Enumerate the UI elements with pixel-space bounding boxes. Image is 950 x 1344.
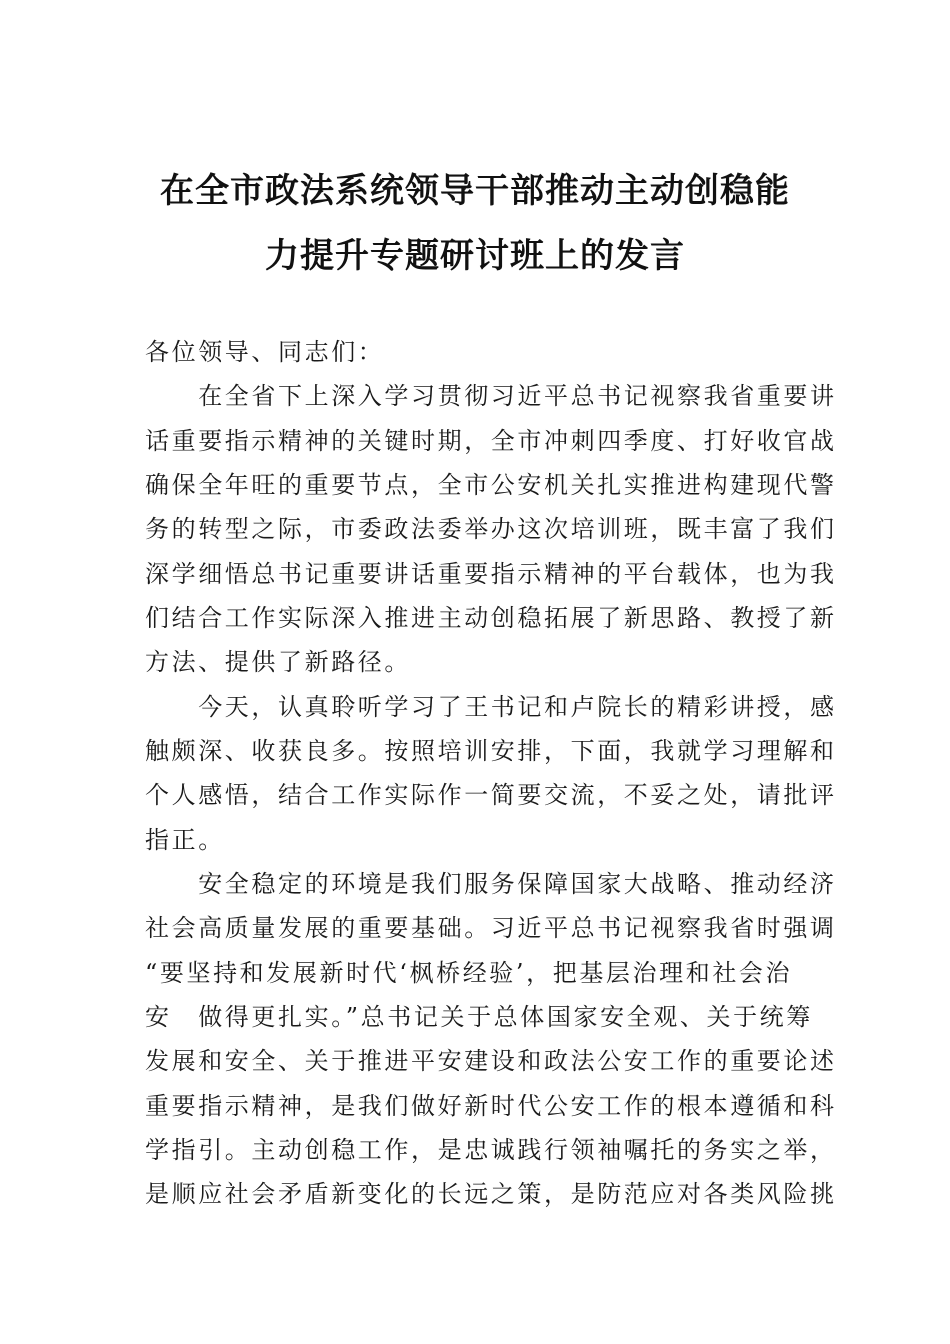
document-title-line-2: 力提升专题研讨班上的发言 bbox=[265, 236, 685, 276]
body-line: 们结合工作实际深入推进主动创稳拓展了新思路、教授了新 bbox=[145, 604, 837, 632]
body-line: 触颇深、收获良多。按照培训安排，下面，我就学习理解和 bbox=[145, 737, 837, 765]
body-line: 确保全年旺的重要节点，全市公安机关扎实推进构建现代警 bbox=[145, 471, 837, 499]
body-line: 是顺应社会矛盾新变化的长远之策，是防范应对各类风险挑 bbox=[145, 1180, 837, 1208]
body-line: 话重要指示精神的关键时期，全市冲刺四季度、打好收官战 bbox=[145, 427, 837, 455]
body-line: 个人感悟，结合工作实际作一简要交流，不妥之处，请批评 bbox=[145, 781, 837, 809]
body-line: 指正。 bbox=[145, 826, 225, 854]
salutation: 各位领导、同志们： bbox=[145, 338, 385, 366]
body-line: “要坚持和发展新时代‘枫桥经验’，把基层治理和社会治 bbox=[145, 959, 793, 987]
body-line: 学指引。主动创稳工作，是忠诚践行领袖嘱托的务实之举， bbox=[145, 1136, 837, 1164]
body-line: 务的转型之际，市委政法委举办这次培训班，既丰富了我们 bbox=[145, 515, 837, 543]
body-line: 安全稳定的环境是我们服务保障国家大战略、推动经济 bbox=[145, 870, 837, 898]
body-line: 深学细悟总书记重要讲话重要指示精神的平台载体，也为我 bbox=[145, 560, 837, 588]
document-title-line-1: 在全市政法系统领导干部推动主动创稳能 bbox=[160, 171, 790, 211]
body-line: 在全省下上深入学习贯彻习近平总书记视察我省重要讲 bbox=[145, 382, 837, 410]
body-line: 安 做得更扎实。”总书记关于总体国家安全观、关于统筹 bbox=[145, 1003, 813, 1031]
body-line: 社会高质量发展的重要基础。习近平总书记视察我省时强调 bbox=[145, 914, 837, 942]
body-line: 今天，认真聆听学习了王书记和卢院长的精彩讲授，感 bbox=[145, 693, 837, 721]
body-line: 发展和安全、关于推进平安建设和政法公安工作的重要论述 bbox=[145, 1047, 837, 1075]
body-line: 重要指示精神，是我们做好新时代公安工作的根本遵循和科 bbox=[145, 1092, 837, 1120]
body-line: 方法、提供了新路径。 bbox=[145, 648, 411, 676]
